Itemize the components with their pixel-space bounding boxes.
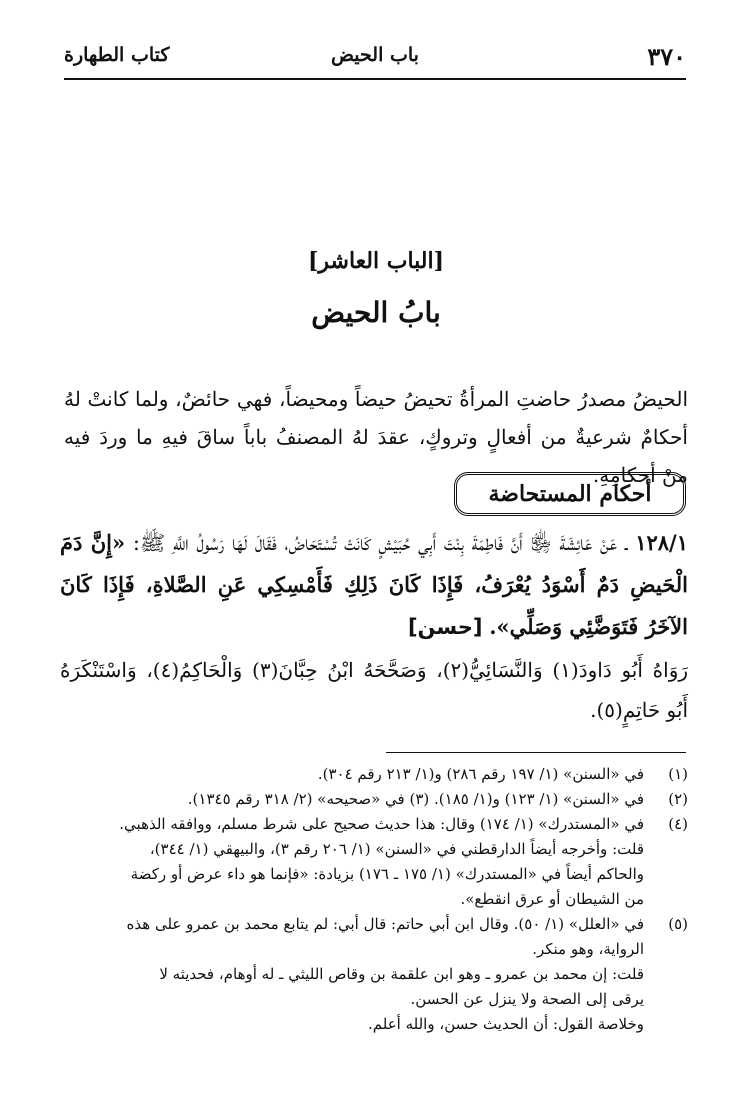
footnote-line: والحاكم أيضاً في «المستدرك» (١/ ١٧٥ ـ ١٧٦) بزيادة: «فإنما هو داء عرض أو ركضة [130, 865, 644, 883]
footnote-line: قلت: وأخرجه أيضاً الدارقطني في «السنن» (١/ ٢٠٦ رقم ٣)، والبيهقي (١/ ٣٤٤)، [149, 840, 644, 858]
footnote-line: قلت: إن محمد بن عمرو ـ وهو ابن علقمة بن وقاص الليثي ـ له أوهام، فحديثه لا [159, 965, 644, 983]
takhrij-paragraph: رَوَاهُ أَبُو دَاودَ(١) وَالنَّسَائِيُّ(٢)، وَصَحَّحَهُ ابْنُ حِبَّانَ(٣) وَالْحَاكِمُ(٤)، وَاسْتَنْكَرَهُ أَبُو حَاتِمٍ(٥). [60, 658, 689, 722]
hadith-text [60, 522, 688, 648]
footnote-line: في «المستدرك» (١/ ١٧٤) وقال: هذا حديث صحيح على شرط مسلم، ووافقه الذهبي. [119, 815, 644, 833]
header-divider [64, 78, 686, 80]
page-number: ٣٧٠ [647, 42, 686, 71]
chapter-label: [الباب العاشر] [307, 248, 445, 274]
hadith-narration: ـ عَنْ عَائِشَةَ ﵂ أَنَّ فَاطِمَةَ بِنْتَ أَبِي حُبَيْشٍ كَانَتْ تُسْتَحَاضُ، فَقَالَ لَهَا رَسُولُ اللَّهِ ﷺ: [125, 531, 628, 555]
hadith-prophetic-saying: «إِنَّ دَمَ الْحَيضِ دَمٌ أَسْوَدُ يُعْرَفُ، فَإِذَا كَانَ ذَلِكِ فَأَمْسِكِي عَنِ الصَّلاةِ، فَإِذَا كَانَ الآخَرُ فَتَوَضَّئِي وَصَلِّي». [60, 530, 688, 639]
footnote-divider [386, 752, 686, 753]
footnote-line: يرقى إلى الصحة ولا ينزل عن الحسن. [410, 990, 644, 1008]
page-header [64, 40, 686, 76]
hadith-grade: [حسن] [407, 615, 483, 639]
footnote [64, 787, 688, 812]
footnote-line: الرواية، وهو منكر. [532, 940, 644, 958]
section-heading: أحكام المستحاضة [454, 472, 686, 516]
footnote-line: من الشيطان أو عرق انقطع». [460, 890, 644, 908]
running-book-title: كتاب الطهارة [64, 44, 170, 66]
footnote-line: في «العلل» (١/ ٥٠). وقال ابن أبي حاتم: قال أبي: لم يتابع محمد بن عمرو على هذه [126, 915, 644, 933]
running-chapter-title: باب الحيض [331, 44, 419, 66]
footnote-line: وخلاصة القول: أن الحديث حسن، والله أعلم. [368, 1015, 644, 1033]
footnote-number: (٥) [668, 915, 688, 933]
footnote-number: (١) [668, 765, 688, 783]
footnote-line: في «السنن» (١/ ١٢٣) و(١/ ١٨٥). (٣) في «صحيحه» (٢/ ٣١٨ رقم ١٣٤٥). [187, 790, 644, 808]
chapter-title: بابُ الحيض [311, 296, 441, 329]
footnote [64, 762, 688, 787]
hadith-number: ١٢٨/١ [635, 530, 688, 555]
footnote [64, 812, 688, 912]
footnote-line: في «السنن» (١/ ١٩٧ رقم ٢٨٦) و(١/ ٢١٣ رقم ٣٠٤). [317, 765, 644, 783]
footnote-number: (٤) [668, 815, 688, 833]
footnote [64, 912, 688, 1037]
intro-paragraph: الحيضُ مصدرُ حاضتِ المرأةُ تحيضُ حيضاً ومحيضاً، فهي حائضٌ، ولما كانتْ لهُ أحكامٌ شرعيةٌ من أفعالٍ وتروكٍ، عقدَ لهُ المصنفُ باباً ساقَ فيهِ ما وردَ فيه منْ أحكامِهِ. [64, 387, 688, 487]
footnote-number: (٢) [668, 790, 688, 808]
footnotes [64, 762, 688, 1037]
